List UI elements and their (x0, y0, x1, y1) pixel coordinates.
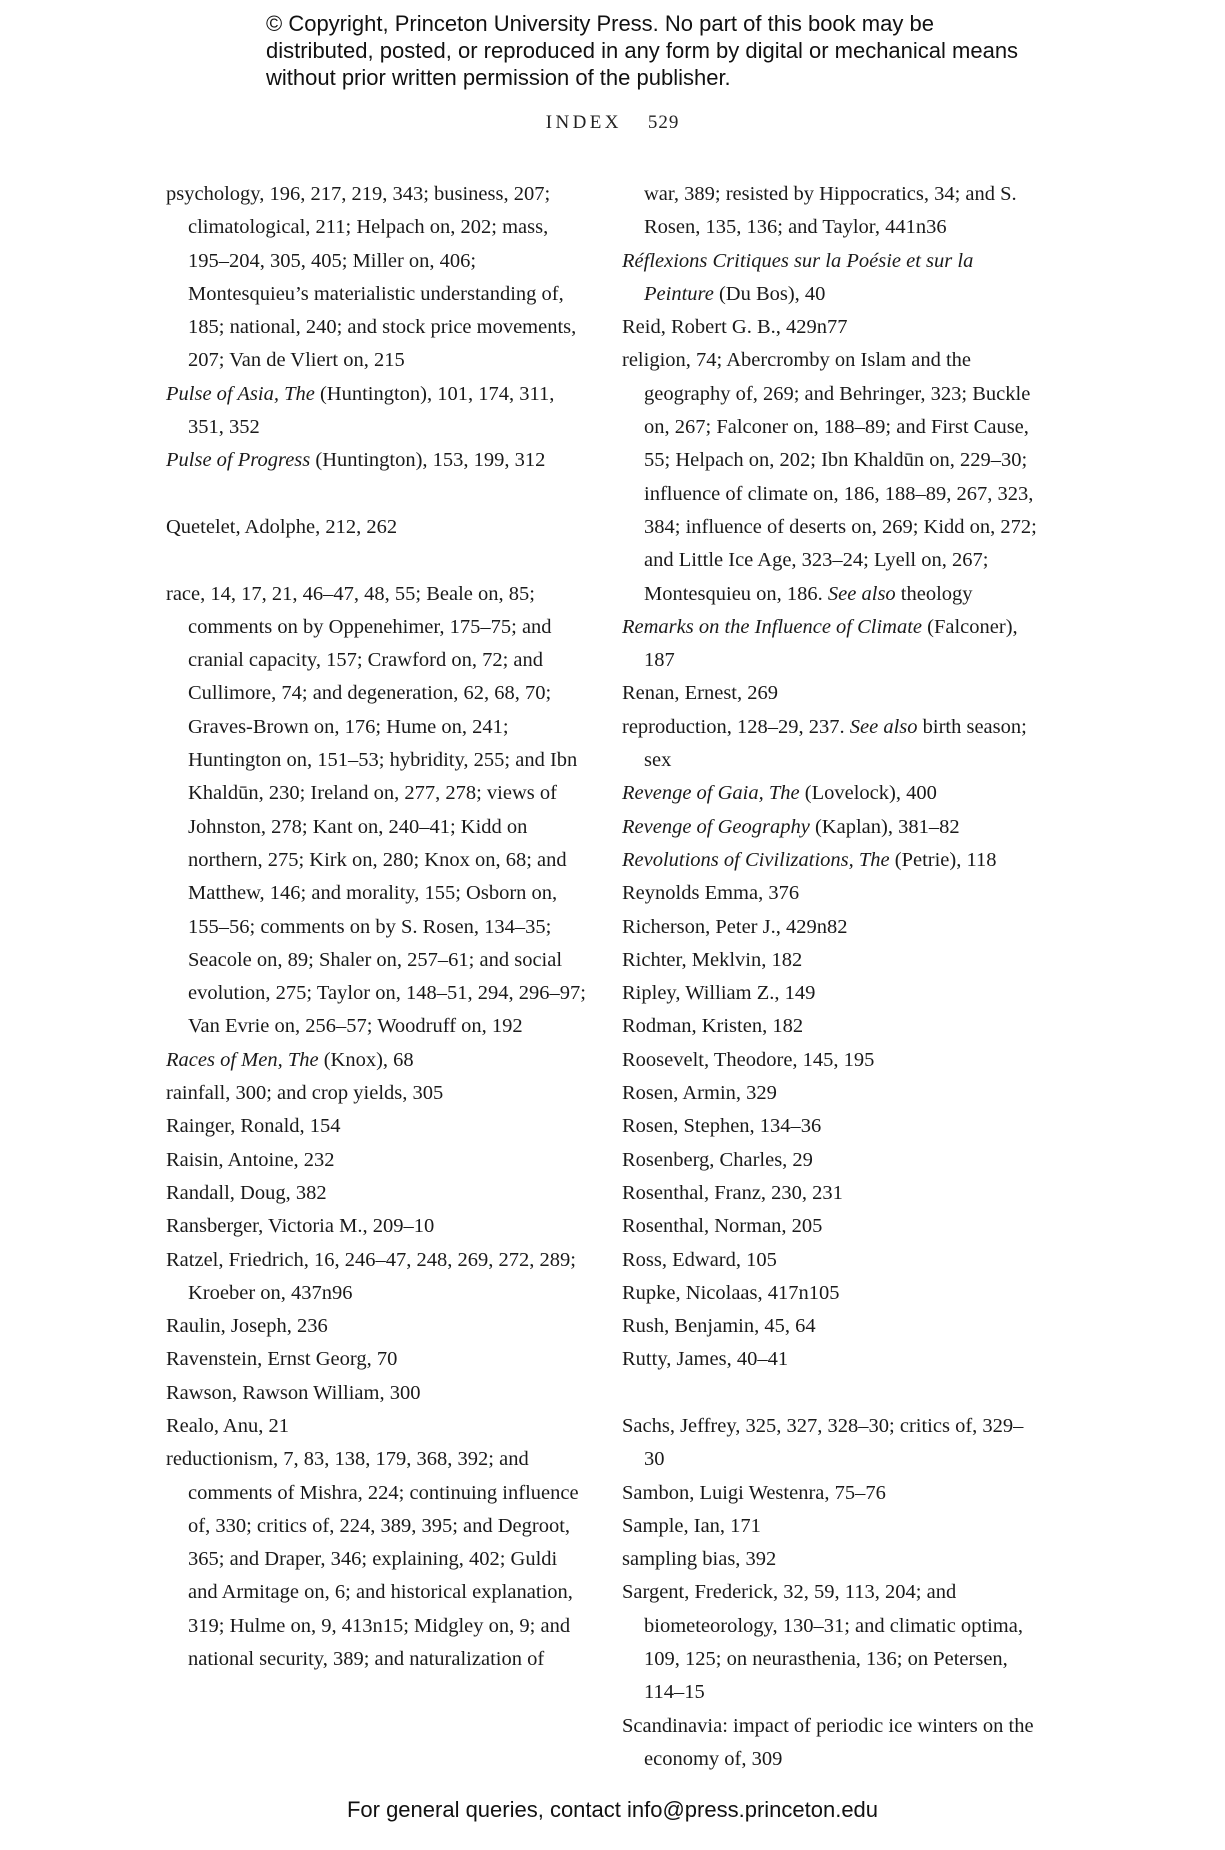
index-entry (622, 344, 1042, 610)
index-entry-text: (Petrie), 118 (889, 848, 997, 871)
index-entry-text: Sample, Ian, 171 (622, 1514, 761, 1537)
index-entry (622, 311, 1042, 344)
index-entry (622, 1410, 1042, 1477)
index-entry (622, 178, 1042, 245)
index-entry-text: Rosenthal, Franz, 230, 231 (622, 1181, 843, 1204)
index-entry-text: Rainger, Ronald, 154 (166, 1115, 341, 1138)
index-entry-text: Scandinavia: impact of periodic ice winters on the economy of, 309 (622, 1714, 1034, 1770)
index-entry (622, 1110, 1042, 1143)
index-entry-text: Ripley, William Z., 149 (622, 982, 816, 1005)
index-entry (622, 1010, 1042, 1043)
index-entry-text: Renan, Ernest, 269 (622, 682, 778, 705)
index-cross-reference: See also (827, 582, 896, 605)
index-entry-text: Ross, Edward, 105 (622, 1248, 777, 1271)
index-entry-text: (Huntington), 153, 199, 312 (310, 449, 546, 472)
index-entry-text: Rosenthal, Norman, 205 (622, 1215, 823, 1238)
index-entry (622, 777, 1042, 810)
index-entry (166, 1443, 586, 1676)
copyright-notice: © Copyright, Princeton University Press. No part of this book may be distributed, posted, or reproduced in any form by digital or mechanical means without prior written permission of the publisher. (266, 11, 1019, 90)
index-entry (622, 1710, 1042, 1777)
index-entry (166, 1110, 586, 1143)
index-entry (622, 877, 1042, 910)
running-head-label: INDEX (545, 112, 622, 133)
index-entry-title: Pulse of Progress (166, 449, 311, 472)
index-entry-text: sampling bias, 392 (622, 1548, 777, 1571)
index-entry (166, 378, 586, 445)
index-entry (622, 711, 1042, 778)
index-entry (166, 511, 586, 544)
index-entry-text: Raulin, Joseph, 236 (166, 1315, 328, 1338)
index-entry-text: (Lovelock), 400 (799, 782, 937, 805)
index-entry (622, 977, 1042, 1010)
index-entry (166, 1077, 586, 1110)
index-cross-reference: See also (849, 715, 918, 738)
index-column-left (166, 178, 586, 1676)
index-entry (166, 444, 586, 477)
index-entry (622, 844, 1042, 877)
index-entry (166, 1144, 586, 1177)
index-entry-text: rainfall, 300; and crop yields, 305 (166, 1082, 444, 1105)
index-entry (622, 811, 1042, 844)
index-entry-text: Sargent, Frederick, 32, 59, 113, 204; and biometeorology, 130–31; and climatic optima, 109, 125; on neurasthenia, 136; on Petersen, 114–15 (622, 1581, 1023, 1704)
index-entry (622, 1277, 1042, 1310)
index-entry (166, 578, 586, 1044)
index-entry-text: war, 389; resisted by Hippocratics, 34; and S. Rosen, 135, 136; and Taylor, 441n36 (644, 183, 1017, 239)
index-entry-text: Reid, Robert G. B., 429n77 (622, 316, 848, 339)
index-cross-reference-target: birth season; sex (644, 715, 1027, 772)
index-entry (622, 1510, 1042, 1543)
index-entry (622, 611, 1042, 678)
running-head (0, 112, 1225, 134)
index-entry-text: Realo, Anu, 21 (166, 1414, 289, 1437)
index-entry (622, 1343, 1042, 1376)
index-entry-text: Sachs, Jeffrey, 325, 327, 328–30; critics of, 329–30 (622, 1414, 1024, 1471)
index-entry-title: Réflexions Critiques sur la Poésie et sur la Peinture (622, 249, 974, 305)
index-entry-text: Rutty, James, 40–41 (622, 1348, 789, 1371)
index-entry (622, 1077, 1042, 1110)
index-entry-text: (Knox), 68 (318, 1048, 414, 1071)
index-entry-text: Rawson, Rawson William, 300 (166, 1381, 421, 1404)
index-entry-text: Richerson, Peter J., 429n82 (622, 915, 848, 938)
index-entry-title: Revolutions of Civilizations, The (622, 848, 890, 871)
index-entry-text: race, 14, 17, 21, 46–47, 48, 55; Beale on, 85; comments on by Oppenehimer, 175–75; and cranial capacity, 157; Crawford on, 72; and Cullimore, 74; and degeneration, 62, 68, 70; Graves-Brown on, 176; Hume on, 241; Huntington on, 151–53; hybridity, 255; and Ibn Khaldūn, 230; Ireland on, 277, 278; views of Johnston, 278; Kant on, 240–41; Kidd on northern, 275; Kirk on, 280; Knox on, 68; and Matthew, 146; and morality, 155; Osborn on, 155–56; comments on by S. Rosen, 134–35; Seacole on, 89; Shaler on, 257–61; and social evolution, 275; Taylor on, 148–51, 294, 296–97; Van Evrie on, 256–57; Woodruff on, 192 (166, 582, 586, 1038)
index-entry-text: Sambon, Luigi Westenra, 75–76 (622, 1481, 886, 1504)
index-entry-text: reproduction, 128–29, 237. (622, 715, 850, 738)
index-entry-text: religion, 74; Abercromby on Islam and the geography of, 269; and Behringer, 323; Buckle on, 267; Falconer on, 188–89; and First Cause, 55; Helpach on, 202; Ibn Khaldūn on, 229–30; influence of climate on, 186, 188–89, 267, 323, 384; influence of deserts on, 269; Kidd on, 272; and Little Ice Age, 323–24; Lyell on, 267; Montesquieu on, 186. (622, 349, 1037, 605)
index-entry-text: Reynolds Emma, 376 (622, 882, 800, 905)
index-entry (166, 1210, 586, 1243)
index-entry (166, 1310, 586, 1343)
index-entry-text: Ravenstein, Ernst Georg, 70 (166, 1348, 398, 1371)
index-entry-text: Roosevelt, Theodore, 145, 195 (622, 1048, 875, 1071)
index-cross-reference-target: theology (895, 582, 973, 605)
index-entry (622, 944, 1042, 977)
letter-section-gap (622, 1377, 1042, 1410)
index-entry-text: (Du Bos), 40 (713, 282, 826, 305)
index-entry (622, 1177, 1042, 1210)
index-entry (622, 677, 1042, 710)
index-entry-text: Rupke, Nicolaas, 417n105 (622, 1281, 840, 1304)
index-entry (166, 1343, 586, 1376)
letter-section-gap (166, 478, 586, 511)
index-entry-title: Revenge of Geography (622, 815, 810, 838)
index-entry-title: Revenge of Gaia, The (622, 782, 800, 805)
index-entry-title: Races of Men, The (166, 1048, 319, 1071)
index-entry-text: reductionism, 7, 83, 138, 179, 368, 392; and comments of Mishra, 224; continuing influence of, 330; critics of, 224, 389, 395; and Degroot, 365; and Draper, 346; explaining, 402; Guldi and Armitage on, 6; and historical explanation, 319; Hulme on, 9, 413n15; Midgley on, 9; and national security, 389; and naturalization of (166, 1448, 579, 1671)
index-entry-text: Richter, Meklvin, 182 (622, 948, 803, 971)
index-entry-text: Ransberger, Victoria M., 209–10 (166, 1215, 435, 1238)
index-entry-title: Pulse of Asia, The (166, 382, 315, 405)
index-entry (622, 1244, 1042, 1277)
index-column-right (622, 178, 1042, 1776)
index-entry-text: Rosenberg, Charles, 29 (622, 1148, 813, 1171)
index-entry (622, 245, 1042, 312)
index-entry (622, 1543, 1042, 1576)
index-entry (166, 1044, 586, 1077)
index-entry-text: (Huntington), 101, 174, 311, 351, 352 (188, 382, 555, 439)
index-entry-title: Remarks on the Influence of Climate (622, 615, 923, 638)
index-entry-text: Raisin, Antoine, 232 (166, 1148, 335, 1171)
index-entry (166, 1244, 586, 1311)
index-entry (166, 1377, 586, 1410)
index-entry-text: (Falconer), 187 (644, 615, 1018, 672)
index-entry-text: Rodman, Kristen, 182 (622, 1015, 804, 1038)
contact-footer: For general queries, contact info@press.princeton.edu (346, 1797, 879, 1822)
index-entry (622, 1477, 1042, 1510)
index-entry-text: Rush, Benjamin, 45, 64 (622, 1315, 816, 1338)
index-entry (166, 178, 586, 378)
index-entry (166, 1410, 586, 1443)
index-entry-text: Quetelet, Adolphe, 212, 262 (166, 515, 398, 538)
index-entry-text: psychology, 196, 217, 219, 343; business, 207; climatological, 211; Helpach on, 202; mass, 195–204, 305, 405; Miller on, 406; Montesquieu’s materialistic understanding of, 185; national, 240; and stock price movements, 207; Van de Vliert on, 215 (166, 183, 577, 372)
index-entry (622, 1310, 1042, 1343)
index-entry (622, 1144, 1042, 1177)
index-entry-text: Rosen, Armin, 329 (622, 1082, 777, 1105)
index-entry (622, 1044, 1042, 1077)
index-entry-text: Ratzel, Friedrich, 16, 246–47, 248, 269, 272, 289; Kroeber on, 437n96 (166, 1248, 576, 1304)
index-entry-text: (Kaplan), 381–82 (809, 815, 960, 838)
index-entry (622, 1210, 1042, 1243)
index-entry (622, 911, 1042, 944)
index-entry (166, 1177, 586, 1210)
page-number: 529 (647, 112, 680, 133)
index-entry-text: Rosen, Stephen, 134–36 (622, 1115, 822, 1138)
index-entry-text: Randall, Doug, 382 (166, 1181, 327, 1204)
index-entry (622, 1576, 1042, 1709)
letter-section-gap (166, 544, 586, 577)
